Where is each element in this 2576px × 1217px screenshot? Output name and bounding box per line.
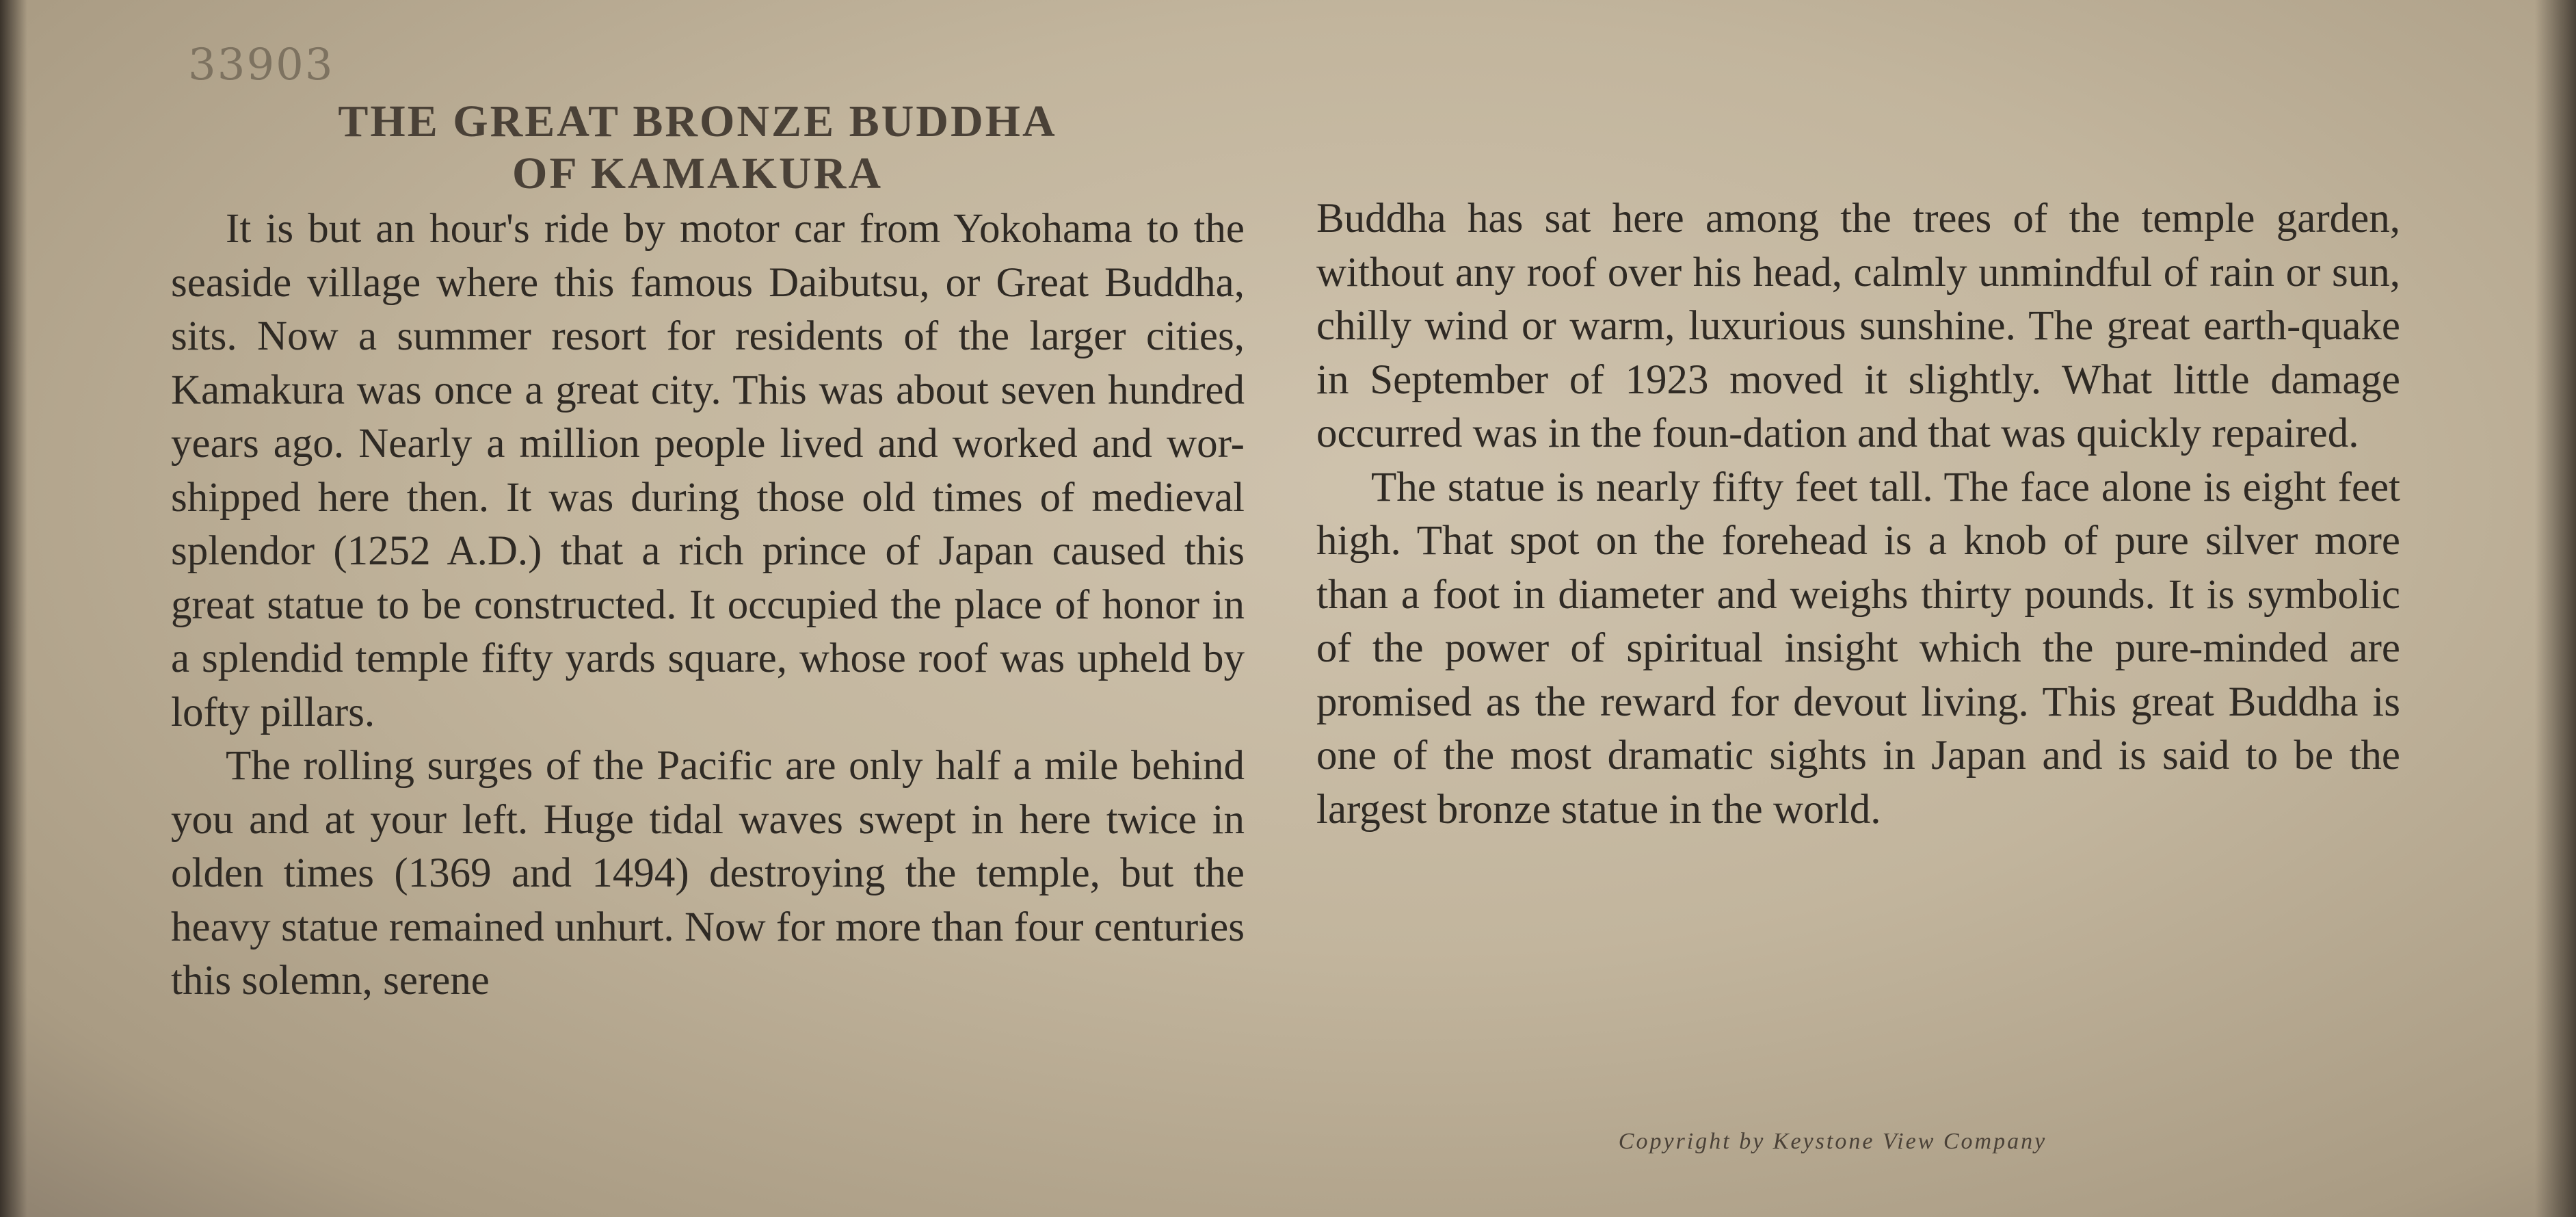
- left-paragraph-1: It is but an hour's ride by motor car from Yokohama to the seaside village where this famous Daibutsu, or Great Buddha, sits. Now a summer resort for residents of the larger cities, Kamakura was once a great city. This was about seven hundred years ago. Nearly a million people lived and worked and wor-shipped here then. It was during those old times of medieval splendor (1252 A.D.) that a rich prince of Japan caused this great statue to be constructed. It occupied the place of honor in a splendid temple fifty yards square, whose roof was upheld by lofty pillars.: [171, 206, 1245, 735]
- title-line-2: OF KAMAKURA: [512, 148, 883, 198]
- right-paragraph-1: Buddha has sat here among the trees of the temple garden, without any roof over his head, calmly unmindful of rain or sun, chilly wind or warm, luxurious sunshine. The great earth-quake in September of 1923 moved it slightly. What little damage occurred was in the foun-dation and that was quickly repaired.: [1316, 196, 2400, 456]
- left-column: [171, 202, 1245, 1008]
- catalog-number: 33903: [188, 40, 334, 90]
- title-line-1: THE GREAT BRONZE BUDDHA: [338, 96, 1057, 146]
- copyright-notice: Copyright by Keystone View Company: [1618, 1129, 2047, 1154]
- right-paragraph-2: The statue is nearly fifty feet tall. The face alone is eight feet high. That spot on the forehead is a knob of pure silver more than a foot in diameter and weighs thirty pounds. It is symbolic of the power of spiritual insight which the pure-minded are promised as the reward for devout living. This great Buddha is one of the most dramatic sights in Japan and is said to be the largest bronze statue in the world.: [1316, 464, 2400, 833]
- card-title: [178, 96, 1217, 200]
- card-left-shadow: [0, 0, 27, 1217]
- left-paragraph-2: The rolling surges of the Pacific are only half a mile behind you and at your left. Huge tidal waves swept in here twice in olden times (1369 and 1494) destroying the temple, but the heavy statue remained unhurt. Now for more than four centuries this solemn, serene: [171, 743, 1245, 1004]
- card-right-shadow: [2535, 0, 2576, 1217]
- right-column: [1316, 192, 2400, 837]
